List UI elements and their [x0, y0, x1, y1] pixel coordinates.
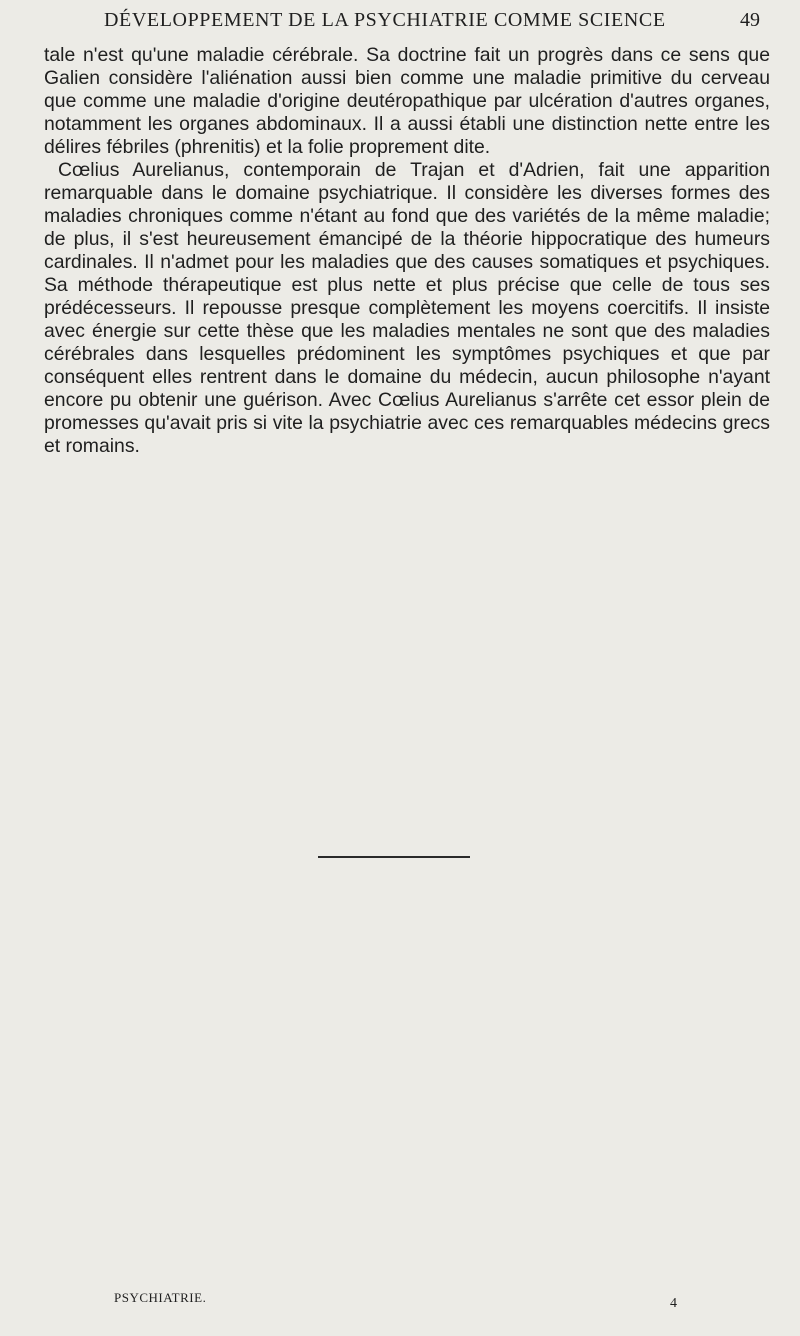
signature-number: 4 [670, 1296, 677, 1311]
running-header: DÉVELOPPEMENT DE LA PSYCHIATRIE COMME SCIENCE [104, 9, 666, 31]
signature-label: PSYCHIATRIE. [114, 1290, 207, 1305]
section-divider-rule [318, 856, 470, 858]
page-number: 49 [740, 9, 760, 31]
paragraph-coelius-aurelianus: Cœlius Aurelianus, contemporain de Trajan et d'Adrien, fait une apparition remarquable dans le domaine psychiatrique. Il considère les diverses formes des maladies chroniques comme n'étant au fond que des variétés de la même maladie; de plus, il s'est heureusement émancipé de la théorie hippocratique des humeurs cardinales. Il n'admet pour les maladies que des causes somatiques et psychiques. Sa méthode thérapeutique est plus nette et plus précise que celle de tous ses prédécesseurs. Il repousse presque complètement les moyens coercitifs. Il insiste avec énergie sur cette thèse que les maladies mentales ne sont que des maladies cérébrales dans lesquelles prédominent les symptômes psychiques et que par conséquent elles rentrent dans le domaine du médecin, aucun philosophe n'ayant encore pu obtenir une guérison. Avec Cœlius Aurelianus s'arrête cet essor plein de promesses qu'avait pris si vite la psychiatrie avec ces remarquables médecins grecs et romains. [44, 159, 770, 457]
body-text [44, 44, 770, 458]
paragraph-galien: tale n'est qu'une maladie cérébrale. Sa doctrine fait un progrès dans ce sens que Galien considère l'aliénation aussi bien comme une maladie primitive du cerveau que comme une maladie d'origine deutéropathique par ulcération d'autres organes, notamment les organes abdominaux. Il a aussi établi une distinction nette entre les délires fébriles (phrenitis) et la folie proprement dite. [44, 44, 770, 158]
